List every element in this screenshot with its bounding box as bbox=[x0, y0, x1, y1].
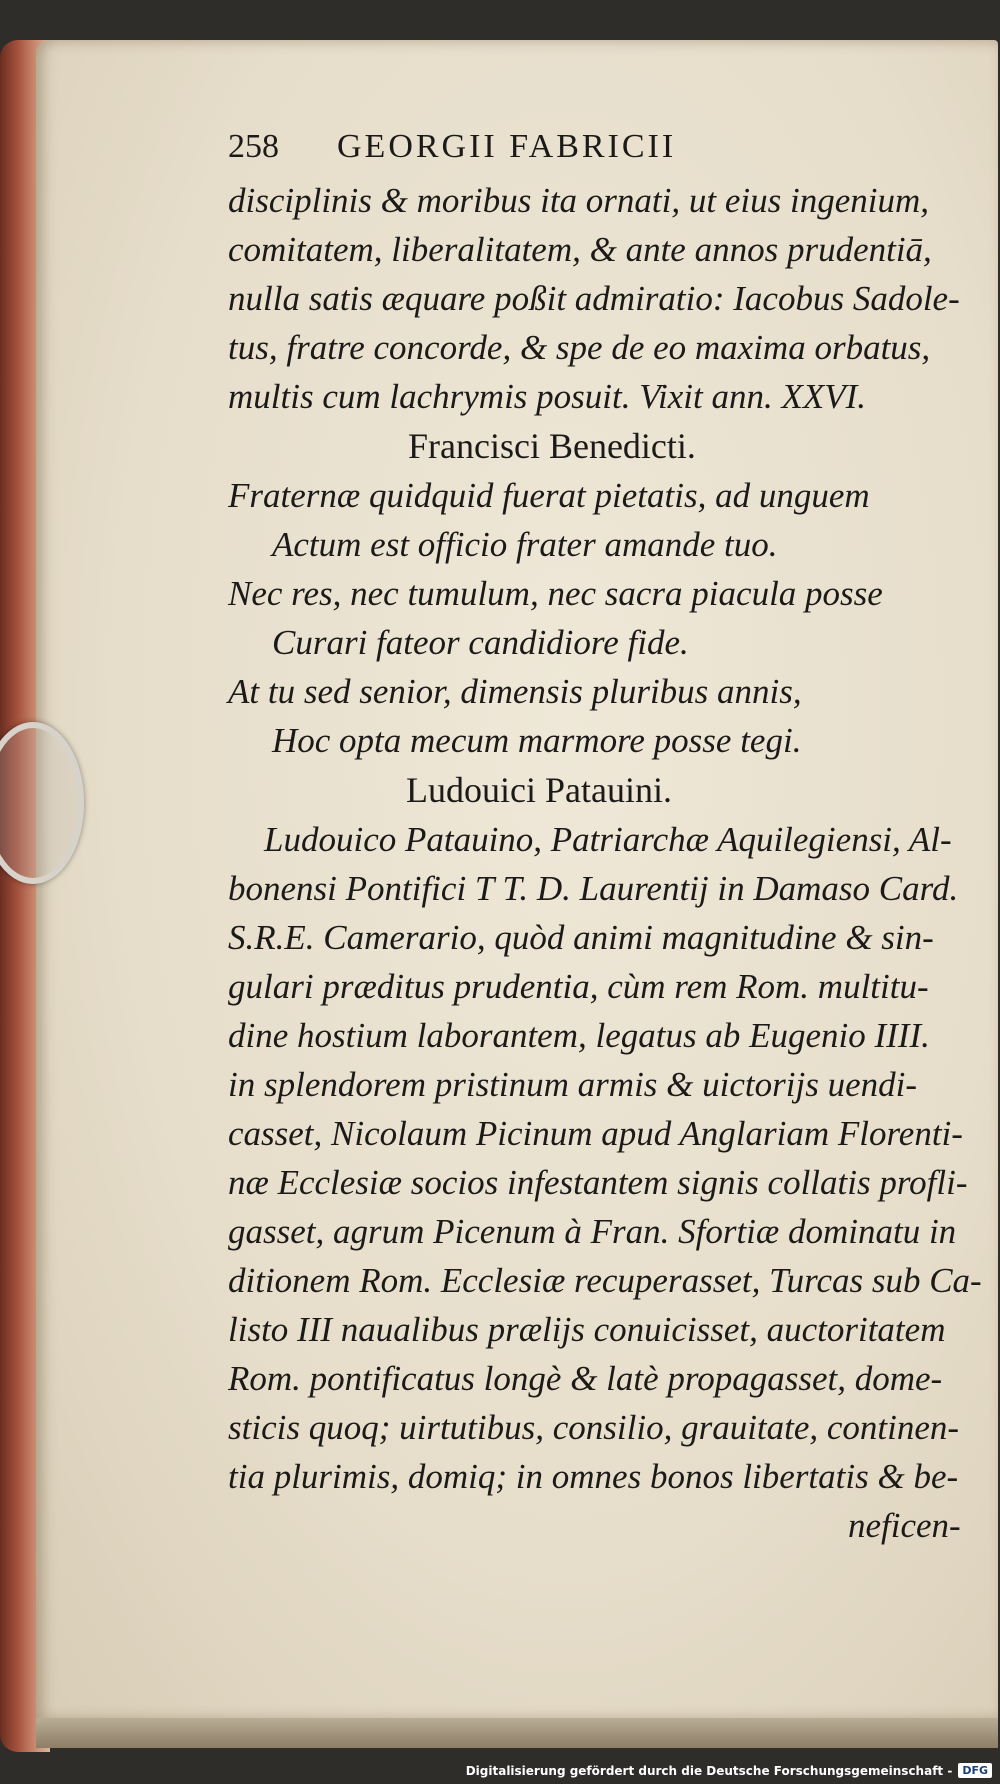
text-line: Rom. pontificatus longè & latè propagasset, dome- bbox=[228, 1359, 943, 1398]
text-line: tia plurimis, domiq; in omnes bonos libertatis & be- bbox=[228, 1457, 959, 1496]
text-line: in splendorem pristinum armis & uictorijs uendi- bbox=[228, 1065, 917, 1104]
page-text bbox=[228, 128, 982, 1550]
text-line: gasset, agrum Picenum à Fran. Sfortiæ dominatu in bbox=[228, 1212, 957, 1251]
running-title: GEORGII FABRICII bbox=[337, 128, 677, 165]
text-line: Curari fateor candidiore fide. bbox=[272, 623, 689, 662]
text-line: At tu sed senior, dimensis pluribus annis, bbox=[228, 672, 802, 711]
text-line: Fraternæ quidquid fuerat pietatis, ad unguem bbox=[228, 476, 870, 515]
text-line: listo III naualibus prælijs conuicisset, auctoritatem bbox=[228, 1310, 946, 1349]
section-heading: Francisci Benedicti. bbox=[408, 426, 696, 466]
text-line: ditionem Rom. Ecclesiæ recuperasset, Turcas sub Ca- bbox=[228, 1261, 982, 1300]
text-line: nulla satis æquare poßit admiratio: Iacobus Sadole- bbox=[228, 279, 960, 318]
page-number: 258 bbox=[228, 128, 279, 165]
text-line: Hoc opta mecum marmore posse tegi. bbox=[272, 721, 802, 760]
text-line: sticis quoq; uirtutibus, consilio, grauitate, continen- bbox=[228, 1408, 960, 1447]
text-line: neficen- bbox=[848, 1506, 961, 1545]
text-line: S.R.E. Camerario, quòd animi magnitudine & sin- bbox=[228, 918, 934, 957]
body-text bbox=[228, 176, 982, 1550]
text-line: dine hostium laborantem, legatus ab Eugenio IIII. bbox=[228, 1016, 930, 1055]
text-line: næ Ecclesiæ socios infestantem signis collatis profli- bbox=[228, 1163, 968, 1202]
text-line: gulari præditus prudentia, cùm rem Rom. multitu- bbox=[228, 967, 929, 1006]
running-header bbox=[228, 128, 974, 176]
text-line: Ludouico Patauino, Patriarchæ Aquilegiensi, Al- bbox=[264, 820, 952, 859]
text-line: disciplinis & moribus ita ornati, ut eius ingenium, bbox=[228, 181, 929, 220]
text-line: casset, Nicolaum Picinum apud Anglariam Florenti- bbox=[228, 1114, 963, 1153]
page-bottom-edge bbox=[36, 1718, 998, 1748]
text-line: tus, fratre concorde, & spe de eo maxima orbatus, bbox=[228, 328, 931, 367]
text-line: Actum est officio frater amande tuo. bbox=[272, 525, 778, 564]
text-line: comitatem, liberalitatem, & ante annos prudentiā, bbox=[228, 230, 932, 269]
text-line: Nec res, nec tumulum, nec sacra piacula posse bbox=[228, 574, 883, 613]
text-line: multis cum lachrymis posuit. Vixit ann. XXVI. bbox=[228, 377, 867, 416]
digitization-credit bbox=[466, 1763, 992, 1778]
text-line: bonensi Pontifici T T. D. Laurentij in Damaso Card. bbox=[228, 869, 959, 908]
credit-text: Digitalisierung gefördert durch die Deutsche Forschungsgemeinschaft - bbox=[465, 1763, 953, 1778]
section-heading: Ludouici Patauini. bbox=[406, 770, 672, 810]
dfg-logo: DFG bbox=[958, 1763, 992, 1778]
